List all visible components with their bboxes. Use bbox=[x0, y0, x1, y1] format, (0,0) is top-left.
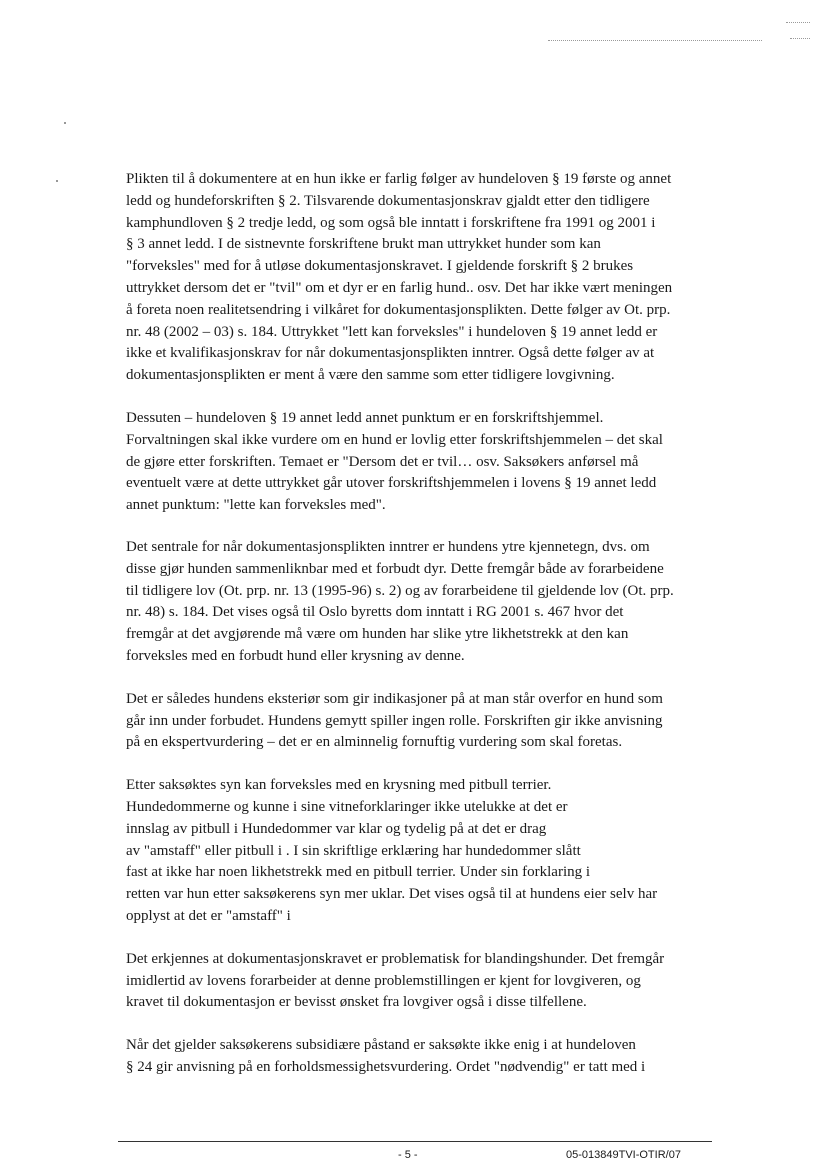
document-reference: 05-013849TVI-OTIR/07 bbox=[566, 1149, 681, 1161]
scan-artifact-top bbox=[548, 40, 762, 41]
paragraph: Det sentrale for når dokumentasjonsplikten inntrer er hundens ytre kjennetegn, dvs. om disse gjør hunden sammenliknbar med et forbudt dyr. Dette fremgår både av forarbeidene til tidligere lov (Ot. prp. nr. 13 (1995-96) s. 2) og av forarbeidene til gjeldende lov (Ot. prp. nr. 48) s. 184. Det vises også til Oslo byretts dom inntatt i RG 2001 s. 467 hvor det fremgår at det avgjørende må være om hunden har slike ytre likhetstrekk at den kan forveksles med en forbudt hund eller krysning av denne. bbox=[126, 538, 674, 664]
paragraph: Plikten til å dokumentere at en hun ikke er farlig følger av hundeloven § 19 første og annet ledd og hundeforskriften § 2. Tilsvarende dokumentasjonskrav gjaldt etter den tidligere kamphundloven § 2 tredje ledd, og som også ble inntatt i forskriftene fra 1991 og 2001 i § 3 annet ledd. I de sistnevnte forskriftene brukt man uttrykket hunder som kan "forveksles" med for å utløse dokumentasjonskravet. I gjeldende forskrift § 2 brukes uttrykket dersom det er "tvil" om et dyr er en farlig hund.. osv. Det har ikke vært meningen å foreta noen realitetsendring i vilkåret for dokumentasjonsplikten. Dette følger av Ot. prp. nr. 48 (2002 – 03) s. 184. Uttrykket "lett kan forveksles" i hundeloven § 19 annet ledd er ikke et kvalifikasjonskrav for når dokumentasjonsplikten inntrer. Også dette følger av at dokumentasjonsplikten er ment å være den samme som etter tidligere lovgivning. bbox=[126, 171, 673, 384]
paragraph: Når det gjelder saksøkerens subsidiære påstand er saksøkte ikke enig i at hundeloven § 24 gir anvisning på en forholdsmessighetsvurdering. Ordet "nødvendig" er tatt med i bbox=[126, 1037, 646, 1075]
paragraph: Det erkjennes at dokumentasjonskravet er problematisk for blandingshunder. Det fremgår imidlertid av lovens forarbeider at denne problemstillingen er kjent for lovgiveren, og kravet til dokumentasjon er bevisst ønsket fra lovgiver også i disse tilfellene. bbox=[126, 950, 665, 1011]
paragraph: Dessuten – hundeloven § 19 annet ledd annet punktum er en forskriftshjemmel. Forvaltningen skal ikke vurdere om en hund er lovlig etter forskriftshjemmelen – det skal de gjøre etter forskriften. Temaet er "Dersom det er tvil… osv. Saksøkers anførsel må eventuelt være at dette uttrykket går utover forskriftshjemmelen i lovens § 19 annet ledd annet punktum: "lette kan forveksles med". bbox=[126, 409, 663, 514]
footer-divider bbox=[118, 1141, 712, 1142]
page-number: - 5 - bbox=[398, 1149, 418, 1161]
scan-speck bbox=[56, 180, 58, 182]
scan-artifact-corner bbox=[790, 38, 810, 39]
paragraph-redacted: Etter saksøktes syn kan forveksles med en krysning med pitbull terrier. Hundedommerne og kunne i sine vitneforklaringer ikke utelukke at det er innslag av pitbull i Hundedommer var klar og tydelig på at det er drag av "amstaff" eller pitbull i . I sin skriftlige erklæring har hundedommer slått fast at ikke har noen likhetstrekk med en pitbull terrier. Under sin forklaring i retten var hun etter saksøkerens syn mer uklar. Det vises også til at hundens eier selv har opplyst at det er "amstaff" i bbox=[126, 777, 658, 924]
scan-artifact-corner bbox=[786, 22, 810, 23]
scan-speck bbox=[64, 122, 66, 124]
body-text bbox=[126, 169, 711, 1100]
paragraph: Det er således hundens eksteriør som gir indikasjoner på at man står overfor en hund som går inn under forbudet. Hundens gemytt spiller ingen rolle. Forskriften gir ikke anvisning på en ekspertvurdering – det er en alminnelig fornuftig vurdering som skal foretas. bbox=[126, 690, 663, 751]
